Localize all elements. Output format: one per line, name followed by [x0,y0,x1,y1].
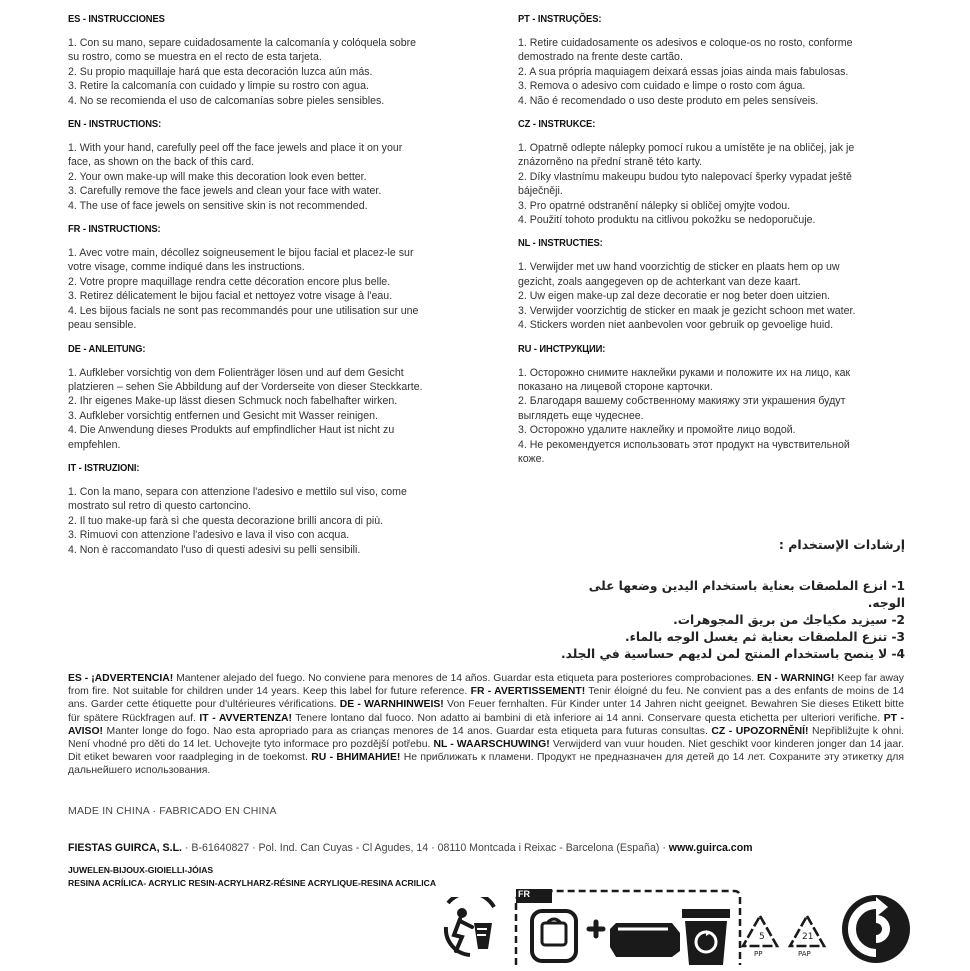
instruction-line: 3. Pro opatrné odstranění nálepky si obličej omyjte vodou. [518,199,791,212]
right-instructions-column [518,14,908,477]
instruction-line: 3. Retire la calcomanía con cuidado y limpie su rostro con agua. [68,80,369,93]
fr-label: FR [518,889,530,899]
section-heading: PT - INSTRUÇÕES: [518,14,602,25]
instruction-line: 4. Не рекомендуется использовать этот продукт на чувствительной [518,438,850,451]
section-body [68,366,458,452]
warning-text: Keep far away from fire. Not suitable for children under 14 years. Keep this label for future reference. [68,673,904,698]
arabic-line: 1- انزع الملصقات بعناية باستخدام اليدين وضعها على الوجه. [588,579,905,610]
instruction-line: 4. No se recomienda el uso de calcomanías sobre pieles sensibles. [68,94,385,107]
instruction-line: 2. Uw eigen make-up zal deze decoratie er nog beter doen uitzien. [518,290,831,303]
section-body [68,485,458,557]
instruction-line: 2. A sua própria maquiagem deixará essas joias ainda mais fabulosas. [518,65,849,78]
company-name: FIESTAS GUIRCA, S.L. [68,842,182,854]
warning-label: FR - AVERTISSEMENT! [470,686,586,698]
section-body [518,260,908,332]
section-heading: EN - INSTRUCTIONS: [68,119,162,131]
packaging-icon [512,885,742,965]
instruction-section [68,14,458,108]
instruction-line: su rostro, como se muestra en el recto de esta tarjeta. [68,51,322,64]
section-heading: FR - INSTRUCTIONS: [68,224,161,236]
instruction-line: выглядеть еще чудеснее. [518,409,644,422]
instruction-line: empfehlen. [68,438,121,451]
warning-paragraph [68,672,904,778]
warning-text: Tenir éloigné du feu. Ne convient pas a des enfants de moins de 14 ans. Garder cette étiquette pour d'ultérieures vérifications. [68,686,905,711]
instruction-line: 1. Verwijder met uw hand voorzichtig de sticker en plaats hem op uw [518,261,840,274]
instruction-line: 2. Благодаря вашему собственному макияжу эти украшения будут [518,395,846,408]
materials-line: JUWELEN-BIJOUX-GIOIELLI-JÓIAS [68,865,214,875]
instruction-line: mostrato sul retro di questo cartoncino. [68,500,252,513]
instruction-line: 4. Stickers worden niet aanbevolen voor gebruik op gevoelige huid. [518,319,834,332]
instruction-line: 3. Remova o adesivo com cuidado e limpe o rosto com água. [518,80,806,93]
instruction-line: 1. Con la mano, separa con attenzione l'adesivo e mettilo sul viso, come [68,485,407,498]
warning-label: DE - WARNHINWEIS! [339,699,444,711]
warning-label: EN - WARNING! [757,673,835,684]
warning-text: Mantener alejado del fuego. No conviene para menores de 14 años. Guardar esta etiqueta para posteriores comprobaciones. [173,673,758,684]
instruction-line: peau sensible. [68,319,137,332]
section-heading: ES - INSTRUCCIONES [68,14,165,25]
arabic-line: 4- لا ينصح باستخدام المنتج لمن لديهم حساسية في الجلد. [561,647,905,661]
instruction-line: 3. Осторожно удалите наклейку и промойте лицо водой. [518,424,796,437]
instruction-line: 4. Die Anwendung dieses Produkts auf empfindlicher Haut ist nicht zu [68,424,395,437]
instruction-line: показано на лицевой стороне карточки. [518,380,713,393]
instruction-section [518,119,908,227]
instruction-line: 3. Carefully remove the face jewels and clean your face with water. [68,185,382,198]
section-body [518,366,908,467]
instruction-line: znázorněno na přední straně této karty. [518,156,703,169]
section-body [518,36,908,108]
warning-text: Nepřibližujte k ohni. Není vhodné pro děti do 14 let. Uchovejte tyto informace pro pozdější potřebu. [68,725,905,751]
recycle-bin-icon [682,909,730,965]
warning-text: Не приближать к пламени. Продукт не предназначен для детей до 14 лет. Сохраните эту этикетку для дальнейшего использования. [68,752,904,777]
company-line [68,842,753,854]
tidyman-icon [440,897,502,959]
made-in-text: MADE IN CHINA · FABRICADO EN CHINA [68,805,277,817]
plus-icon [589,922,603,936]
instruction-section [68,119,458,213]
section-body [68,246,458,332]
pap-label: PAP [798,950,811,958]
warning-label: NL - WAARSCHUWING! [433,739,550,751]
instruction-line: 2. Díky vlastnímu makeupu budou tyto nalepovací šperky vypadat ještě [518,170,852,183]
warning-text: Tenere lontano dal fuoco. Non adatto ai bambini di età inferiore ai 14 anni. Conservare questa etichetta per ulteriori verifiche. [291,712,884,724]
instruction-line: 4. Použití tohoto produktu na citlivou pokožku se nedoporučuje. [518,214,816,227]
arabic-instructions [560,537,905,663]
envelope-icon [610,923,680,957]
instruction-line: 2. Su propio maquillaje hará que esta decoración luzca aún más. [68,65,373,78]
section-body [518,141,908,227]
section-heading: CZ - INSTRUKCE: [518,119,596,131]
materials-block [68,864,436,889]
instruction-section [68,224,458,332]
arabic-line: 3- تنزع الملصقات بعناية ثم يغسل الوجه بالماء. [625,630,905,644]
instruction-line: 1. Retire cuidadosamente os adesivos e coloque-os no rosto, conforme [518,37,853,49]
warning-text: Von Feuer fernhalten. Für Kinder unter 14 Jahren nicht geeignet. Bewahren Sie dieses Etikett bitte für spätere Rückfragen auf. [68,699,904,724]
instruction-line: 4. Les bijous facials ne sont pas recommandés pour une utilisation sur une [68,304,419,317]
pp-label: PP [754,950,763,958]
instruction-line: votre visage, comme indiqué dans les instructions. [68,261,305,274]
instruction-line: face, as shown on the back of this card. [68,156,255,169]
instruction-line: 2. Votre propre maquillage rendra cette décoration encore plus belle. [68,275,391,288]
instruction-line: 3. Verwijder voorzichtig de sticker en maak je gezicht schoon met water. [518,304,856,317]
instruction-line: 2. Your own make-up will make this decoration look even better. [68,170,367,183]
warning-label: PT - AVISO! [68,712,904,737]
section-body [68,141,458,213]
recycling-icons [440,885,970,971]
warning-text: Verwijderd van vuur houden. Niet geschikt voor kinderen jonger dan 14 jaar. Dit etiket bewaren voor raadpleging in de toekomst. [68,739,905,764]
instruction-line: 4. Não é recomendado o uso deste produto em peles sensíveis. [518,94,819,107]
warning-label: ES - ¡ADVERTENCIA! [68,673,174,684]
instruction-line: 4. The use of face jewels on sensitive skin is not recommended. [68,199,368,212]
instruction-line: 1. Aufkleber vorsichtig von dem Folienträger lösen und auf dem Gesicht [68,366,404,379]
instruction-line: 2. Il tuo make-up farà sì che questa decorazione brilli ancora di più. [68,514,384,527]
instruction-section [518,238,908,332]
pp-code: 5 [759,932,765,942]
instruction-section [68,344,458,452]
instruction-line: коже. [518,452,545,465]
instruction-section [518,14,908,108]
warning-label: RU - ВНИМАНИЕ! [311,752,401,764]
instruction-line: gezicht, zoals aangegeven op de achterkant van deze kaart. [518,275,801,288]
instruction-line: 1. Con su mano, separe cuidadosamente la calcomanía y colóquela sobre [68,37,417,49]
instruction-section [518,344,908,467]
warning-text: Manter longe do fogo. Nao esta apropriado para as crianças menores de 14 anos. Guardar esta etiqueta para futuras consultas. [103,725,712,737]
instruction-line: báječněji. [518,185,563,198]
section-heading: DE - ANLEITUNG: [68,343,146,355]
section-heading: NL - INSTRUCTIES: [518,238,603,250]
warning-label: CZ - UPOZORNĚNÍ! [711,725,809,737]
instruction-line: 3. Aufkleber vorsichtig entfernen und Gesicht mit Wasser reinigen. [68,409,378,422]
section-heading: RU - ИНСТРУКЦИИ: [518,343,606,355]
pap-code: 21 [802,932,814,942]
instruction-line: 2. Ihr eigenes Make-up lässt diesen Schmuck noch fabelhafter wirken. [68,395,398,408]
arabic-heading: إرشادات الإستخدام : [778,537,905,552]
instruction-line: 1. Opatrně odlepte nálepky pomocí rukou a umístěte je na obličej, jak je [518,142,855,155]
instruction-line: platzieren – sehen Sie Abbildung auf der Vorderseite von dieser Steckkarte. [68,380,423,393]
instruction-line: 4. Non è raccomandato l'uso di questi adesivi su pelli sensibili. [68,543,361,556]
instruction-line: 1. Осторожно снимите наклейки руками и положите их на лицо, как [518,366,851,379]
green-dot-icon [840,893,912,965]
instruction-line: 3. Retirez délicatement le bijou facial et nettoyez votre visage à l'eau. [68,290,393,303]
section-heading: IT - ISTRUZIONI: [68,462,140,474]
instruction-line: demostrado na frente deste cartão. [518,51,683,64]
warning-label: IT - AVVERTENZA! [199,712,292,724]
company-website: www.guirca.com [668,842,753,854]
materials-line: RESINA ACRÍLICA- ACRYLIC RESIN-ACRYLHARZ-RÉSINE ACRYLIQUE-RESINA ACRILICA [68,877,437,888]
instruction-section [68,463,458,557]
instruction-line: 3. Rimuovi con attenzione l'adesivo e lava il viso con acqua. [68,529,350,542]
arabic-line: 2- سيزيد مكياجك من بريق المجوهرات. [673,613,905,627]
left-instructions-column [68,14,458,568]
instruction-line: 1. With your hand, carefully peel off the face jewels and place it on your [68,142,403,155]
section-body [68,36,458,108]
instruction-line: 1. Avec votre main, décollez soigneusement le bijou facial et placez-le sur [68,247,414,260]
company-details: · B-61640827 · Pol. Ind. Can Cuyas - Cl Agudes, 14 · 08110 Montcada i Reixac - Barcelona (España) · [182,842,669,854]
